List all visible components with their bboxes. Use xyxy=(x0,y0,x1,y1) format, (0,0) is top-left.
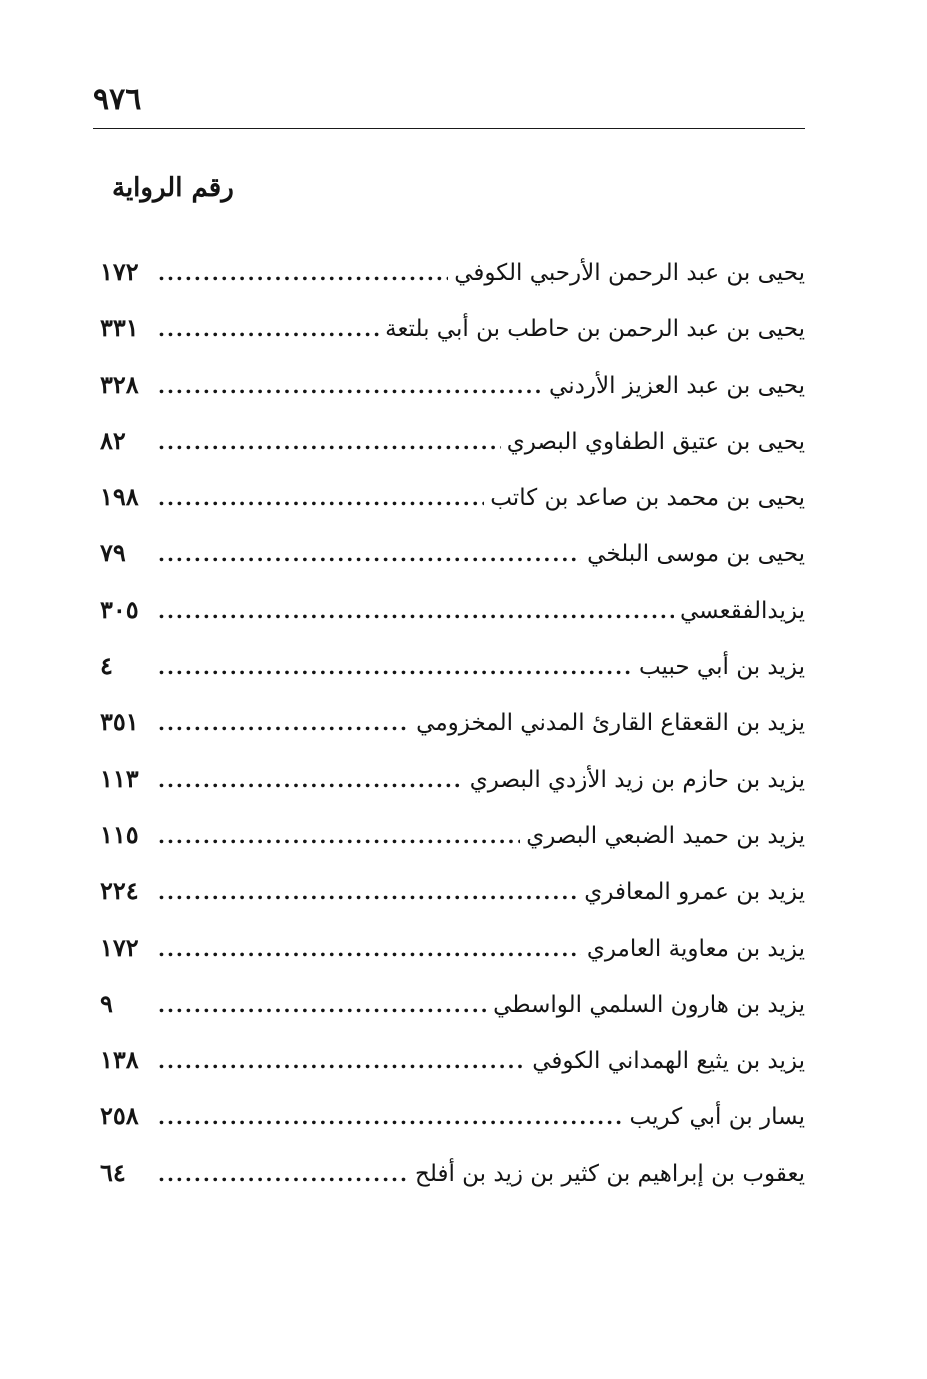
entry-name: يزيدالفقعسي xyxy=(679,597,805,624)
dot-leader xyxy=(158,247,448,299)
dot-leader xyxy=(158,585,674,637)
entry-number: ١٩٨ xyxy=(100,482,139,512)
dot-leader xyxy=(158,528,581,580)
index-entry xyxy=(100,415,805,471)
entry-name: يحيى بن عبد الرحمن بن حاطب بن أبي بلتعة xyxy=(385,316,805,343)
entry-name: يزيد بن معاوية العامري xyxy=(586,935,805,962)
dot-leader xyxy=(158,303,379,355)
entry-name: يزيد بن حازم بن زيد الأزدي البصري xyxy=(469,766,805,793)
index-entry xyxy=(100,359,805,415)
entry-number: ٣٠٥ xyxy=(100,594,139,624)
entry-number: ٣٣١ xyxy=(100,313,139,343)
dot-leader xyxy=(158,1148,409,1200)
entry-number: ٧٩ xyxy=(100,538,126,568)
entry-name: يزيد بن هارون السلمي الواسطي xyxy=(493,991,805,1018)
entry-name: يحيى بن عبد الرحمن الأرحبي الكوفي xyxy=(454,260,805,286)
dot-leader xyxy=(158,923,581,975)
entry-number: ١١٣ xyxy=(100,763,139,793)
entry-name: يحيى بن عتيق الطفاوي البصري xyxy=(506,428,805,455)
entry-name: يزيد بن حميد الضبعي البصري xyxy=(526,822,805,849)
index-entry xyxy=(100,922,805,978)
dot-leader xyxy=(158,810,520,862)
entry-number: ٣٢٨ xyxy=(100,369,139,399)
dot-leader xyxy=(158,472,484,524)
index-entry xyxy=(100,865,805,921)
entry-number: ١٣٨ xyxy=(100,1045,139,1075)
header-rule xyxy=(93,128,805,129)
column-header: رقم الرواية xyxy=(112,173,234,203)
dot-leader xyxy=(158,1035,526,1087)
entry-name: يسار بن أبي كريب xyxy=(629,1104,805,1131)
index-entry xyxy=(100,1090,805,1146)
entry-number: ٢٥٨ xyxy=(100,1101,139,1131)
dot-leader xyxy=(158,979,487,1031)
entry-name: يزيد بن القعقاع القارئ المدني المخزومي xyxy=(416,710,805,737)
entry-number: ١١٥ xyxy=(100,819,139,849)
dot-leader xyxy=(158,754,464,806)
index-entry xyxy=(100,1147,805,1203)
index-entry xyxy=(100,640,805,696)
page-number: ٩٧٦ xyxy=(93,82,142,117)
entry-number: ١٧٢ xyxy=(100,257,139,286)
entry-number: ٩ xyxy=(100,988,113,1018)
entry-number: ٣٥١ xyxy=(100,707,139,737)
entry-number: ٨٢ xyxy=(100,425,126,455)
index-entry xyxy=(100,1034,805,1090)
entry-number: ٢٢٤ xyxy=(100,876,139,906)
entry-name: يزيد بن عمرو المعافري xyxy=(584,879,805,906)
entry-name: يعقوب بن إبراهيم بن كثير بن زيد بن أفلح xyxy=(415,1160,805,1187)
entry-name: يحيى بن موسى البلخي xyxy=(587,541,805,568)
dot-leader xyxy=(158,1091,624,1143)
index-entry xyxy=(100,471,805,527)
index-entry xyxy=(100,527,805,583)
index-entry xyxy=(100,302,805,358)
entry-number: ٦٤ xyxy=(100,1157,126,1187)
dot-leader xyxy=(158,360,543,412)
entry-name: يحيى بن محمد بن صاعد بن كاتب xyxy=(490,485,805,512)
index-entry xyxy=(100,809,805,865)
index-entry xyxy=(100,978,805,1034)
entry-number: ٤ xyxy=(100,651,113,681)
dot-leader xyxy=(158,416,501,468)
entry-name: يزيد بن يثيع الهمداني الكوفي xyxy=(532,1048,805,1075)
index-entry xyxy=(100,584,805,640)
index-entry xyxy=(100,753,805,809)
dot-leader xyxy=(158,641,633,693)
index-list xyxy=(100,246,805,1203)
index-entry xyxy=(100,246,805,302)
entry-name: يزيد بن أبي حبيب xyxy=(638,654,805,681)
dot-leader xyxy=(158,866,578,918)
entry-name: يحيى بن عبد العزيز الأردني xyxy=(549,372,805,399)
dot-leader xyxy=(158,697,410,749)
index-entry xyxy=(100,696,805,752)
entry-number: ١٧٢ xyxy=(100,932,139,962)
